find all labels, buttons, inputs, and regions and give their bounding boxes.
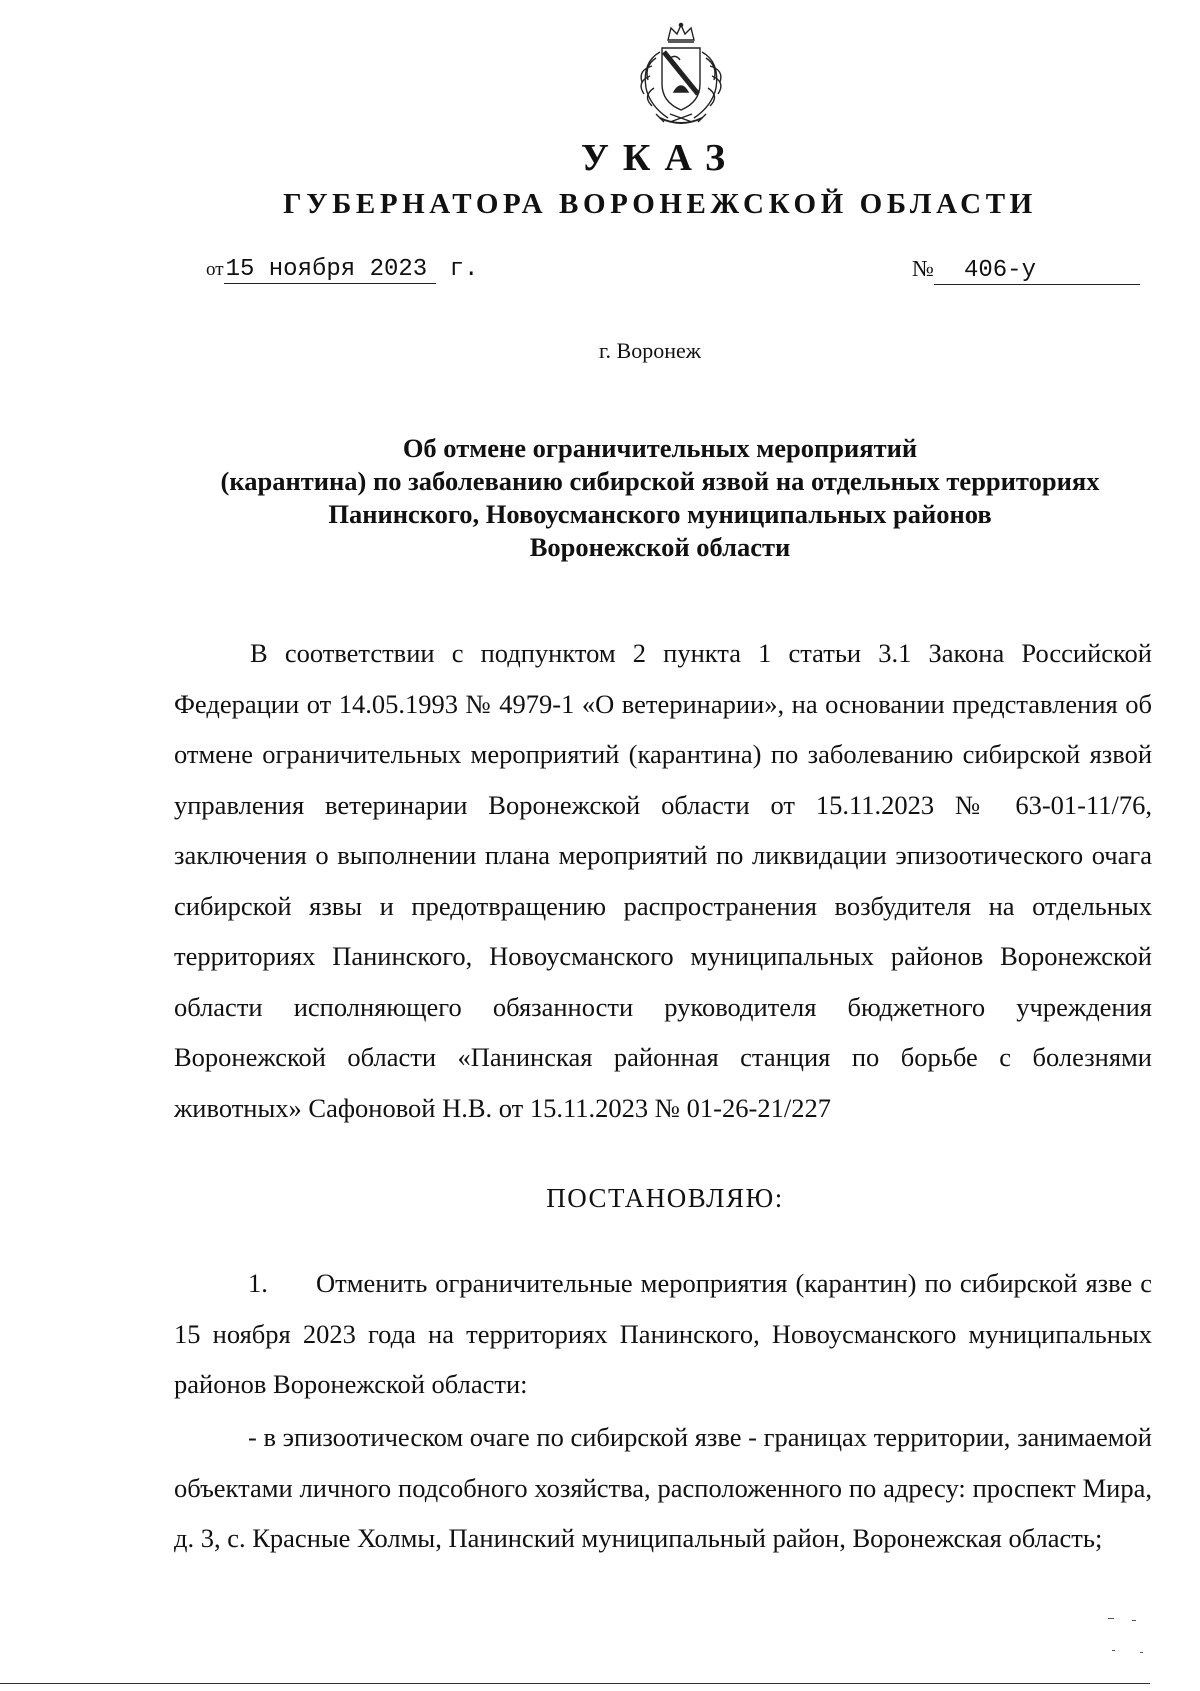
heading-line: Панинского, Новоусманского муниципальных районов	[328, 499, 992, 529]
number-line	[912, 256, 1140, 285]
coat-of-arms-icon	[630, 22, 732, 130]
date-line	[206, 256, 478, 284]
number-prefix: №	[912, 256, 934, 281]
date-prefix: от	[206, 259, 224, 280]
scan-speck	[1140, 1652, 1143, 1653]
item-number: 1.	[248, 1268, 268, 1298]
heading-line: Воронежской области	[529, 532, 791, 562]
city-line: г. Воронеж	[599, 338, 701, 363]
number-value: 406-у	[934, 257, 1140, 285]
scan-speck	[1108, 1618, 1114, 1619]
item-1-paragraph	[174, 1258, 1152, 1410]
item-1-bullet-paragraph: - в эпизоотическом очаге по сибирской язве - границах территории, занимаемой объектами личного подсобного хозяйства, расположенного по адресу: проспект Мира, д. 3, с. Красные Холмы, Панинский муниципальный район, Воронежская область;	[174, 1422, 1152, 1553]
decree-word: ПОСТАНОВЛЯЮ:	[546, 1183, 784, 1213]
document-subtitle: ГУБЕРНАТОРА ВОРОНЕЖСКОЙ ОБЛАСТИ	[283, 188, 1037, 220]
preamble-paragraph: В соответствии с подпунктом 2 пункта 1 статьи 3.1 Закона Российской Федерации от 14.05.1993 № 4979-1 «О ветеринарии», на основании представления об отмене ограничительных мероприятий (карантина) по заболеванию сибирской язвой управления ветеринарии Воронежской области от 15.11.2023 № 63-01-11/76, заключения о выполнении плана мероприятий по ликвидации эпизоотического очага сибирской язвы и предотвращению распространения возбудителя на отдельных территориях Панинского, Новоусманского муниципальных районов Воронежской области исполняющего обязанности руководителя бюджетного учреждения Воронежской области «Панинская районная станция по борьбе с болезнями животных» Сафоновой Н.В. от 15.11.2023 № 01-26-21/227	[174, 638, 1152, 1123]
heading-line: Об отмене ограничительных мероприятий	[402, 433, 918, 463]
bottom-rule	[0, 1683, 1150, 1684]
scan-speck	[1132, 1620, 1136, 1621]
scan-speck	[1112, 1650, 1115, 1651]
date-suffix: г.	[449, 256, 479, 283]
document-title: УКАЗ	[581, 137, 739, 179]
document-heading	[120, 432, 1200, 564]
item-text: Отменить ограничительные мероприятия (карантин) по сибирской язве с 15 ноября 2023 года на территориях Панинского, Новоусманского муниципальных районов Воронежской области:	[174, 1268, 1152, 1399]
heading-line: (карантина) по заболеванию сибирской язвой на отдельных территориях	[220, 466, 1100, 496]
date-value: 15 ноября 2023	[224, 256, 436, 284]
